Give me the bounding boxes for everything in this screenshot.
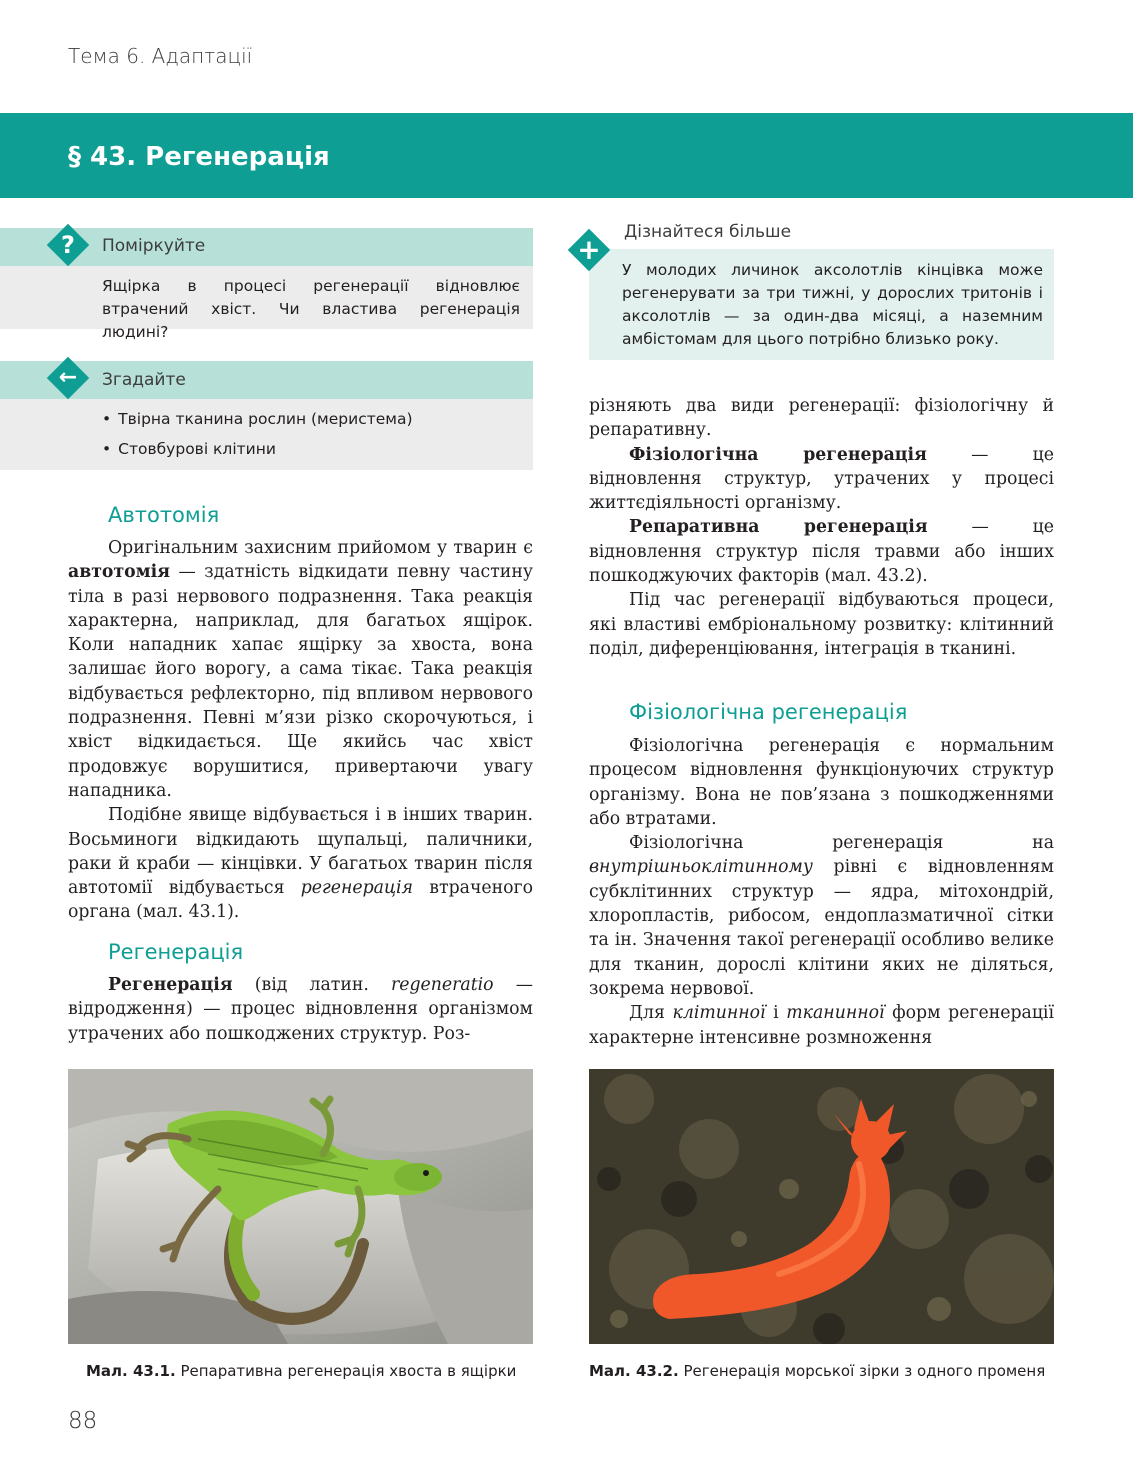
starfish-illustration <box>589 1069 1054 1344</box>
right-column-text-1 <box>589 394 1054 661</box>
lizard-photo <box>68 1069 533 1344</box>
question-icon: ? <box>61 231 75 259</box>
recall-item: • Твірна тканина рослин (меристема) <box>102 404 413 434</box>
paragraph: Репаративна регенерація — це відновлення структур після травми або інших пошкоджуючих факторів (мал. 43.2). <box>589 517 1054 587</box>
section-title: § 43. Регенерація <box>68 142 330 172</box>
term-regeneration: регенерація <box>300 878 414 899</box>
paragraph: Для клітинної і тканинної форм регенерації характерне інтенсивне розмноження <box>589 1003 1054 1048</box>
heading-regeneration: Регенерація <box>108 940 244 964</box>
figure-caption-2: Мал. 43.2. Регенерація морської зірки з одного променя <box>589 1362 1046 1380</box>
paragraph: Фізіологічна регенерація на внутрішньоклітинному рівні є відновленням субклітинних структур — ядра, мітохондрій, хлоропластів, рибосом, ендоплазматичної сітки та ін. Значення такої регенерації особливо велике для тканин, дорослі клітини яких не діляться, зокрема нервової. <box>589 833 1054 999</box>
right-column-text-2 <box>589 734 1054 1050</box>
learn-box-text: У молодих личинок аксолотлів кінцівка може регенерувати за три тижні, у дорослих тритонів і аксолотлів — за один-два місяці, а наземним амбістомам для цього потрібно близько року. <box>622 261 1043 348</box>
running-title: Тема 6. Адаптації <box>68 44 253 68</box>
paragraph: Під час регенерації відбуваються процеси, які властиві ембріональному розвитку: клітинний поділ, диференціювання, інтеграція в тканині. <box>589 590 1054 659</box>
recall-item: • Стовбурові клітини <box>102 434 413 464</box>
learn-box-label: Дізнайтеся більше <box>624 222 792 242</box>
think-box-label: Поміркуйте <box>102 236 206 256</box>
paragraph: Фізіологічна регенерація — це відновлення структур, утрачених у процесі життєдіяльності організму. <box>589 444 1054 514</box>
starfish-photo <box>589 1069 1054 1344</box>
lizard-illustration <box>68 1069 533 1344</box>
plus-icon: + <box>577 233 601 266</box>
paragraph: Фізіологічна регенерація є нормальним процесом відновлення функціонуючих структур організму. Вона не пов’язана з пошкодженнями або втратами. <box>589 736 1054 829</box>
figure-number-1: Мал. 43.1. <box>86 1362 176 1380</box>
recall-box-label: Згадайте <box>102 370 186 390</box>
figure-number-2: Мал. 43.2. <box>589 1362 679 1380</box>
heading-physiological: Фізіологічна регенерація <box>629 700 908 724</box>
left-column-text-1 <box>68 536 533 925</box>
paragraph: різняють два види регенерації: фізіологічну й репаративну. <box>589 396 1054 441</box>
figure-caption-1: Мал. 43.1. Репаративна регенерація хвоста в ящірки <box>86 1362 517 1380</box>
paragraph: Регенерація (від латин. regeneratio — відродження) — процес відновлення організмом утрачених або пошкоджених структур. Роз- <box>68 975 533 1044</box>
term-autotomy: автотомія <box>68 562 171 583</box>
paragraph: Подібне явище відбувається і в інших тварин. Восьминоги відкидають щупальці, паличники, раки й краби — кінцівки. У багатьох тварин після автотомії відбувається регенерація втраченого органа (мал. 43.1). <box>68 805 533 923</box>
page-number: 88 <box>68 1408 98 1434</box>
paragraph: Оригінальним захисним прийомом у тварин є автотомія — здатність відкидати певну частину тіла в разі нервового подразнення. Така реакція характерна, наприклад, для багатьох ящірок. Коли нападник хапає ящірку за хвоста, вона залишає його ворогу, а сама тікає. Така реакція відбувається рефлекторно, під впливом нервового подразнення. Певні м’язи різко скорочуються, і хвіст відкидається. Ще якийсь час хвіст продовжує ворушитися, привертаючи увагу нападника. <box>68 538 533 801</box>
think-box-text: Ящірка в процесі регенерації відновлює втрачений хвіст. Чи властива регенерація людині? <box>102 277 520 341</box>
heading-autotomy: Автотомія <box>108 503 220 527</box>
arrow-left-icon: ← <box>58 365 78 390</box>
recall-list <box>102 404 413 464</box>
left-column-text-2 <box>68 973 533 1046</box>
